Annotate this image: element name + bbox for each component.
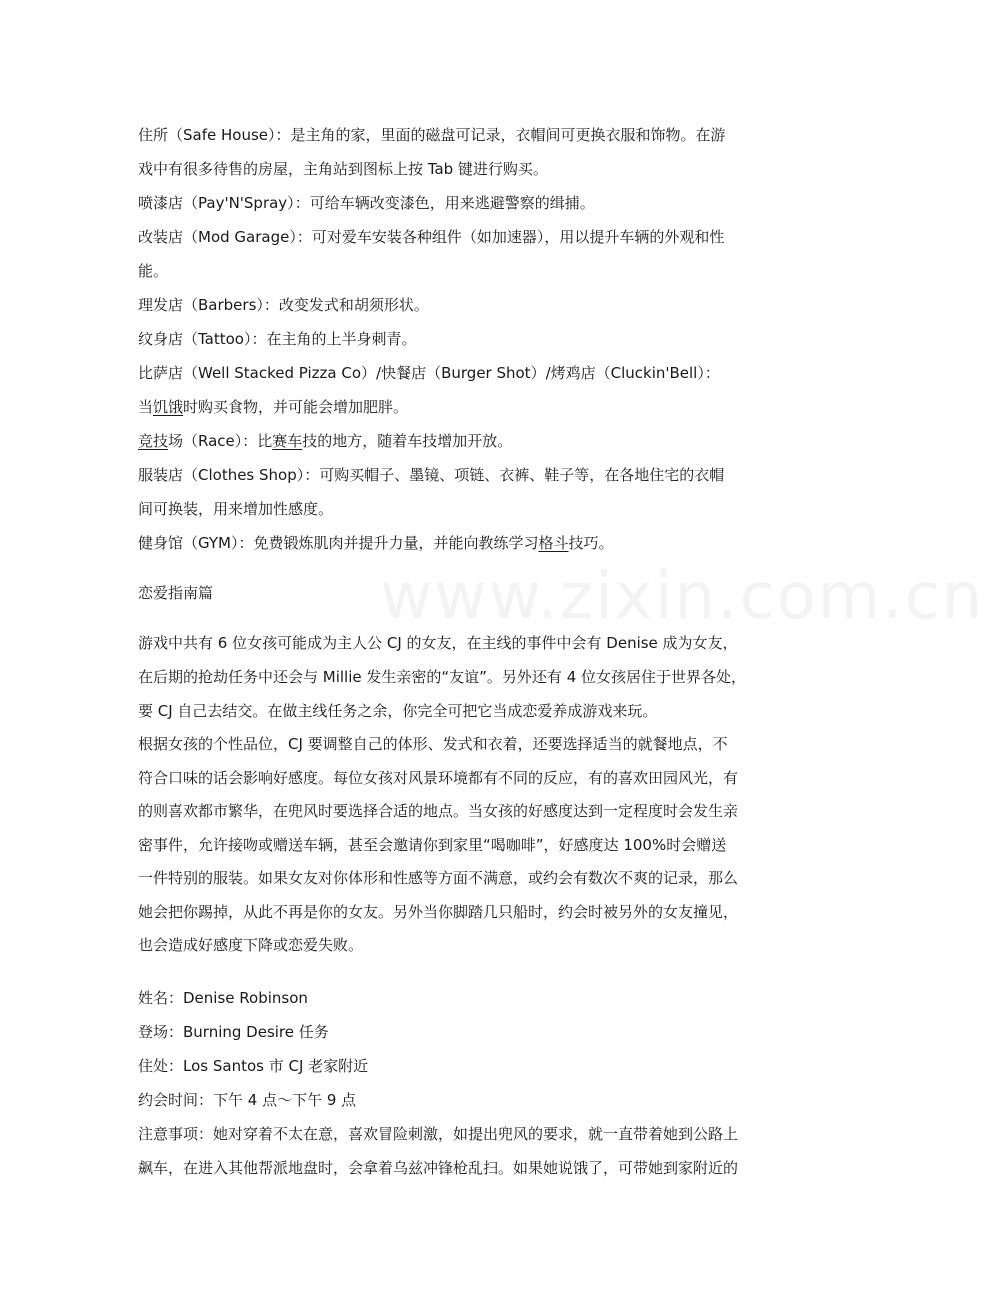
romance-p2-line: 她会把你踢掉，从此不再是你的女友。另外当你脚踏几只船时，约会时被另外的女友撞见， [138,902,739,921]
romance-p2-line: 一件特别的服装。如果女友对你体形和性感等方面不满意，或约会有数次不爽的记录，那么 [138,869,739,887]
profile-home: 住处：Los Santos 市 CJ 老家附近 [138,1056,369,1075]
tattoo-line: 纹身店（Tattoo）：在主角的上半身刺青。 [138,330,417,348]
safe-house-line-2: 戏中有很多待售的房屋，主角站到图标上按 Tab 键进行购买。 [138,160,548,178]
romance-paragraph-1 [138,626,798,728]
romance-paragraph-2 [138,728,798,963]
profile-name: 姓名：Denise Robinson [138,988,308,1007]
mod-garage-line-1: 改装店（Mod Garage）：可对爱车安装各种组件（如加速器），用以提升车辆的外观和性 [138,228,725,246]
gym-line [138,526,798,560]
girlfriend-profile [138,981,798,1185]
competition-link[interactable]: 竞技 [138,432,169,450]
places-list [138,118,798,560]
hunger-link[interactable]: 饥饿 [153,398,184,416]
food-shops-line-2 [138,390,798,424]
race-text-b: 技的地方，随着车技增加开放。 [302,432,513,450]
romance-p2-line: 的则喜欢都市繁华，在兜风时要选择合适的地点。当女孩的好感度达到一定程度时会发生亲 [138,802,739,820]
fighting-link[interactable]: 格斗 [538,534,569,552]
barbers-line: 理发店（Barbers）：改变发式和胡须形状。 [138,296,429,314]
race-text-a: 场（Race）：比 [168,432,273,450]
safe-house-line-1: 住所（Safe House）：是主角的家，里面的磁盘可记录，衣帽间可更换衣服和饰物。在游 [138,126,726,144]
romance-p2-line: 也会造成好感度下降或恋爱失败。 [138,936,364,954]
profile-debut: 登场：Burning Desire 任务 [138,1022,329,1041]
romance-p1-line: 要 CJ 自己去结交。在做主线任务之余，你完全可把它当成恋爱养成游戏来玩。 [138,702,658,720]
romance-p2-line: 密事件，允许接吻或赠送车辆，甚至会邀请你到家里“喝咖啡”，好感度达 100%时会赠送 [138,835,727,854]
pay-spray-line: 喷漆店（Pay'N'Spray）：可给车辆改变漆色，用来逃避警察的缉捕。 [138,194,595,212]
mod-garage-line-2: 能。 [138,262,169,280]
gym-text-b: 技巧。 [568,534,614,552]
food-text-a: 当 [138,398,154,416]
romance-p2-line: 符合口味的话会影响好感度。每位女孩对风景环境都有不同的反应，有的喜欢田园风光，有 [138,768,739,787]
profile-date-time: 约会时间：下午 4 点～下午 9 点 [138,1090,357,1109]
romance-p2-line: 根据女孩的个性品位，CJ 要调整自己的体形、发式和衣着，还要选择适当的就餐地点，不 [138,735,728,753]
romance-p1-line: 游戏中共有 6 位女孩可能成为主人公 CJ 的女友，在主线的事件中会有 Denise 成为女友， [138,634,738,652]
profile-notes-line-2: 飙车，在进入其他帮派地盘时，会拿着乌兹冲锋枪乱扫。如果她说饿了，可带她到家附近的 [138,1158,739,1177]
watermark: www.zixin.com.cn [380,560,984,634]
race-line [138,424,798,458]
romance-guide-title: 恋爱指南篇 [138,584,214,602]
food-text-b: 时购买食物，并可能会增加肥胖。 [183,398,409,416]
document-page [138,118,798,1185]
clothes-shop-line-1: 服装店（Clothes Shop）：可购买帽子、墨镜、项链、衣裤、鞋子等，在各地住宅的衣帽 [138,466,725,484]
racing-link[interactable]: 赛车 [272,432,303,450]
clothes-shop-line-2: 间可换装，用来增加性感度。 [138,500,334,518]
romance-p1-line: 在后期的抢劫任务中还会与 Millie 发生亲密的“友谊”。另外还有 4 位女孩居住于世界各处， [138,668,747,686]
profile-notes-line-1: 注意事项：她对穿着不太在意，喜欢冒险刺激，如提出兜风的要求，就一直带着她到公路上 [138,1124,739,1143]
gym-text-a: 健身馆（GYM）：免费锻炼肌肉并提升力量，并能向教练学习 [138,534,539,552]
food-shops-line-1: 比萨店（Well Stacked Pizza Co）/快餐店（Burger Shot）/烤鸡店（Cluckin'Bell）： [138,364,720,382]
